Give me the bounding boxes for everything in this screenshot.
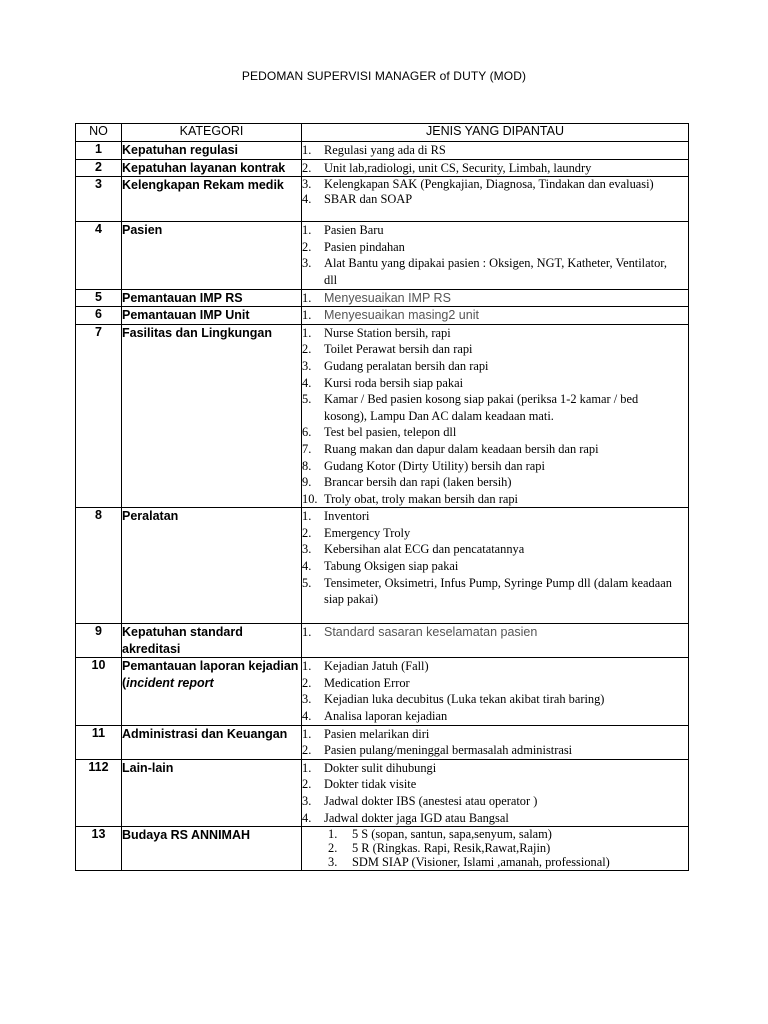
row-number: 1 [76, 142, 122, 160]
header-kategori: KATEGORI [122, 124, 302, 142]
row-number: 3 [76, 177, 122, 222]
row-items [302, 159, 689, 177]
list-item: 2. Unit lab,radiologi, unit CS, Security, Limbah, laundry [302, 160, 592, 175]
row-number: 13 [76, 827, 122, 871]
list-item: 3. Jadwal dokter IBS (anestesi atau operator ) [302, 794, 538, 809]
table-row [76, 159, 689, 177]
list-item: 7. Ruang makan dan dapur dalam keadaan bersih dan rapi [302, 441, 599, 456]
row-category: Pasien [122, 222, 302, 289]
table-row [76, 725, 689, 759]
row-items [302, 142, 689, 160]
list-item: 6. Test bel pasien, telepon dll [302, 425, 457, 440]
row-category: Kepatuhan standard akreditasi [122, 624, 302, 658]
list-item: 1. Pasien melarikan diri [302, 726, 430, 741]
row-items [302, 177, 689, 222]
list-item: 2. Pasien pindahan [302, 239, 405, 254]
row-number: 7 [76, 324, 122, 508]
list-item: 1. Kejadian Jatuh (Fall) [302, 659, 429, 674]
list-item: 3. Gudang peralatan bersih dan rapi [302, 358, 489, 373]
category-italic-part: incident report [126, 675, 214, 690]
header-jenis: JENIS YANG DIPANTAU [302, 124, 689, 142]
list-item: 4. Jadwal dokter jaga IGD atau Bangsal [302, 810, 509, 825]
list-item: 10. Troly obat, troly makan bersih dan rapi [302, 491, 518, 506]
row-items [302, 508, 689, 624]
list-item: 3. SDM SIAP (Visioner, Islami ,amanah, professional) [328, 855, 610, 870]
list-item: 1. Inventori [302, 509, 370, 524]
row-items [302, 624, 689, 658]
list-item: 1. 5 S (sopan, santun, sapa,senyum, salam) [328, 827, 552, 842]
list-item: 4. Tabung Oksigen siap pakai [302, 559, 459, 574]
list-item: 1. Standard sasaran keselamatan pasien [302, 625, 538, 640]
table-row [76, 827, 689, 871]
row-number: 10 [76, 658, 122, 725]
list-item: 1. Pasien Baru [302, 223, 384, 238]
row-category: Peralatan [122, 508, 302, 624]
supervision-table [75, 123, 689, 871]
row-category: Administrasi dan Keuangan [122, 725, 302, 759]
list-item: 2. Pasien pulang/meninggal bermasalah administrasi [302, 743, 573, 758]
list-item: 4. Analisa laporan kejadian [302, 709, 448, 724]
list-item: 1. Menyesuaikan masing2 unit [302, 308, 479, 323]
list-item: 3. Kejadian luka decubitus (Luka tekan akibat tirah baring) [302, 692, 605, 707]
list-item: 1. Dokter sulit dihubungi [302, 760, 437, 775]
list-item: 2. Emergency Troly [302, 525, 411, 540]
row-number: 112 [76, 759, 122, 826]
table-row [76, 222, 689, 289]
table-row [76, 307, 689, 325]
row-number: 8 [76, 508, 122, 624]
table-row [76, 624, 689, 658]
list-item: 2. 5 R (Ringkas. Rapi, Resik,Rawat,Rajin) [328, 841, 551, 856]
row-category: Kelengkapan Rekam medik [122, 177, 302, 222]
list-item: 3. Alat Bantu yang dipakai pasien : Oksigen, NGT, Katheter, Ventilator, dll [302, 256, 667, 287]
table-row [76, 177, 689, 222]
row-items [302, 759, 689, 826]
table-row [76, 658, 689, 725]
row-items [302, 827, 689, 871]
document-title: PEDOMAN SUPERVISI MANAGER of DUTY (MOD) [241, 69, 527, 83]
row-category: Pemantauan laporan kejadian (incident report [122, 658, 302, 725]
table-row [76, 508, 689, 624]
list-item: 4. Kursi roda bersih siap pakai [302, 375, 464, 390]
row-number: 11 [76, 725, 122, 759]
list-item: 3. Kelengkapan SAK (Pengkajian, Diagnosa, Tindakan dan evaluasi) [302, 177, 654, 192]
row-number: 4 [76, 222, 122, 289]
row-items [302, 725, 689, 759]
list-item: 9. Brancar bersih dan rapi (laken bersih) [302, 475, 512, 490]
row-items [302, 307, 689, 325]
list-item: 3. Kebersihan alat ECG dan pencatatannya [302, 542, 525, 557]
row-number: 5 [76, 289, 122, 307]
row-category: Fasilitas dan Lingkungan [122, 324, 302, 508]
list-item: 1. Menyesuaikan IMP RS [302, 290, 451, 305]
row-category: Pemantauan IMP Unit [122, 307, 302, 325]
row-items [302, 658, 689, 725]
table-row [76, 142, 689, 160]
table-row [76, 324, 689, 508]
list-item: 4. SBAR dan SOAP [302, 192, 413, 207]
row-number: 6 [76, 307, 122, 325]
row-category: Lain-lain [122, 759, 302, 826]
list-item: 2. Toilet Perawat bersih dan rapi [302, 342, 473, 357]
row-number: 9 [76, 624, 122, 658]
list-item: 1. Nurse Station bersih, rapi [302, 325, 451, 340]
row-category: Kepatuhan regulasi [122, 142, 302, 160]
row-items [302, 324, 689, 508]
row-items [302, 222, 689, 289]
table-row [76, 759, 689, 826]
row-number: 2 [76, 159, 122, 177]
row-category: Budaya RS ANNIMAH [122, 827, 302, 871]
table-row [76, 289, 689, 307]
row-items [302, 289, 689, 307]
list-item: 8. Gudang Kotor (Dirty Utility) bersih dan rapi [302, 458, 545, 473]
list-item: 2. Dokter tidak visite [302, 777, 417, 792]
table-header-row [76, 124, 689, 142]
list-item: 2. Medication Error [302, 675, 410, 690]
row-category: Kepatuhan layanan kontrak [122, 159, 302, 177]
list-item: 5. Tensimeter, Oksimetri, Infus Pump, Syringe Pump dll (dalam keadaan siap pakai) [302, 575, 672, 607]
list-item: 1. Regulasi yang ada di RS [302, 143, 446, 157]
list-item: 5. Kamar / Bed pasien kosong siap pakai (periksa 1-2 kamar / bed kosong), Lampu Dan AC dalam keadaan mati. [302, 392, 639, 423]
header-no: NO [76, 124, 122, 142]
row-category: Pemantauan IMP RS [122, 289, 302, 307]
